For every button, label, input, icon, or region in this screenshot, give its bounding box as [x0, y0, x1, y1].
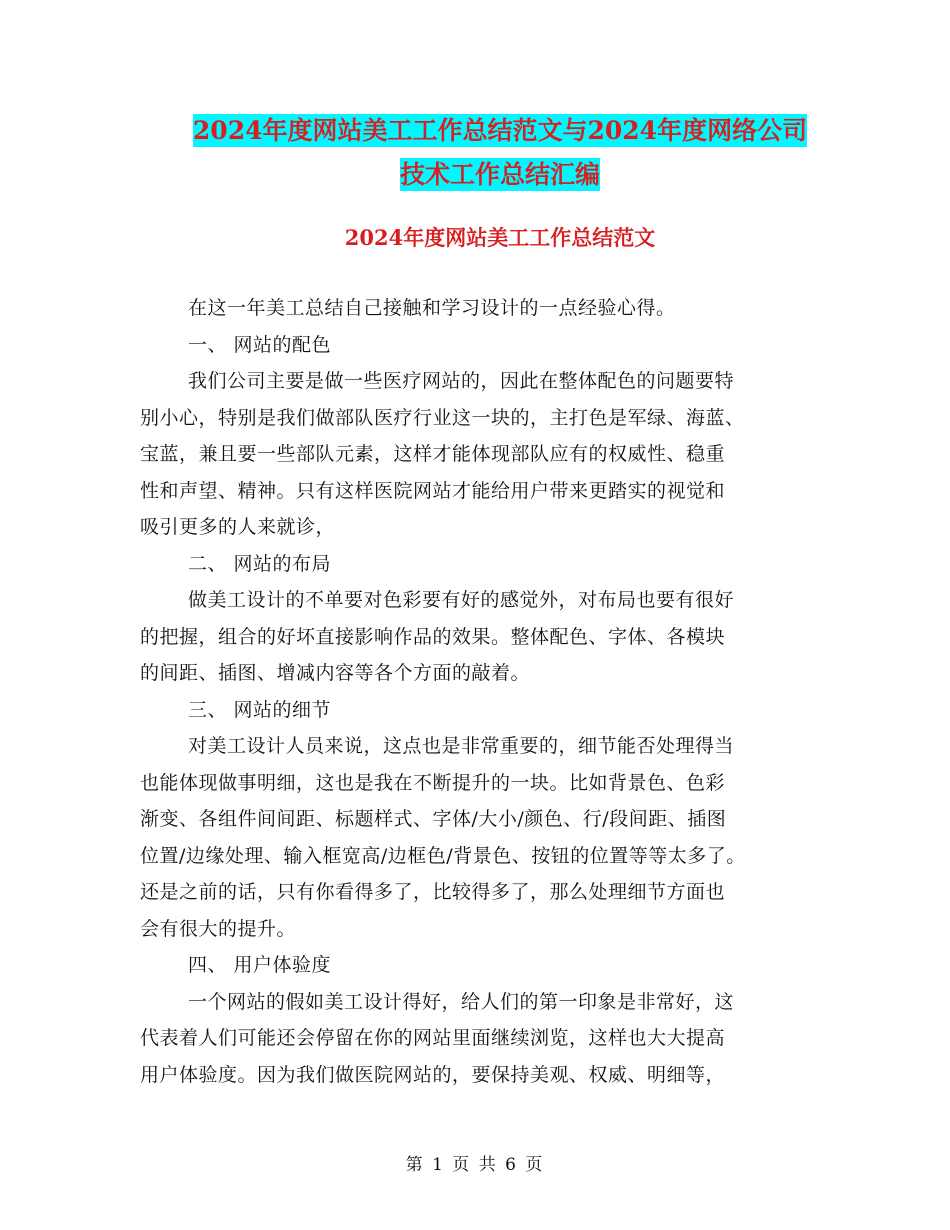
page-number-footer: 第 1 页 共 6 页 [405, 1155, 545, 1175]
title-highlight: 技术工作总结汇编 [399, 160, 600, 189]
paragraph-layout: 做美工设计的不单要对色彩要有好的感觉外，对布局也要有很好 的把握，组合的好坏直接影响作品的效果。整体配色、字体、各模块 的间距、插图、增减内容等各个方面的敲着。 [140, 589, 735, 684]
title-highlight: 2024年度网站美工工作总结范文与2024年度网络公司 [192, 116, 808, 145]
document-title-line-2 [140, 150, 860, 200]
heading-user-experience: 四、 用户体验度 [188, 954, 332, 976]
paragraph-intro: 在这一年美工总结自己接触和学习设计的一点经验心得。 [188, 297, 676, 319]
body-text [140, 290, 820, 1093]
paragraph-user-experience: 一个网站的假如美工设计得好，给人们的第一印象是非常好，这 代表着人们可能还会停留在你的网站里面继续浏览，这样也大大提高 用户体验度。因为我们做医院网站的，要保持美观、权威、明细等， [140, 990, 735, 1086]
document-title-line-1 [140, 106, 860, 156]
section-title: 2024年度网站美工工作总结范文 [344, 225, 656, 250]
heading-layout: 二、 网站的布局 [188, 552, 332, 575]
paragraph-color-scheme: 我们公司主要是做一些医疗网站的，因此在整体配色的问题要特 别小心，特别是我们做部队医疗行业这一块的，主打色是军绿、海蓝、 宝蓝，兼且要一些部队元素，这样才能体现部队应有的权威性、稳重 性和声望、精神。只有这样医院网站才能给用户带来更踏实的视觉和 吸引更多的人来就诊， [140, 370, 745, 538]
heading-color-scheme: 一、 网站的配色 [188, 333, 332, 356]
paragraph-details: 对美工设计人员来说，这点也是非常重要的，细节能否处理得当 也能体现做事明细，这也是我在不断提升的一块。比如背景色、色彩 渐变、各组件间间距、标题样式、字体/大小/颜色、行/段间距、插图 位置/边缘处理、输入框宽高/边框色/背景色、按钮的位置等等太多了。 还是之前的话，只有你看得多了，比较得多了，那么处理细节方面也 会有很大的提升。 [140, 735, 746, 940]
heading-details: 三、 网站的细节 [188, 698, 332, 721]
